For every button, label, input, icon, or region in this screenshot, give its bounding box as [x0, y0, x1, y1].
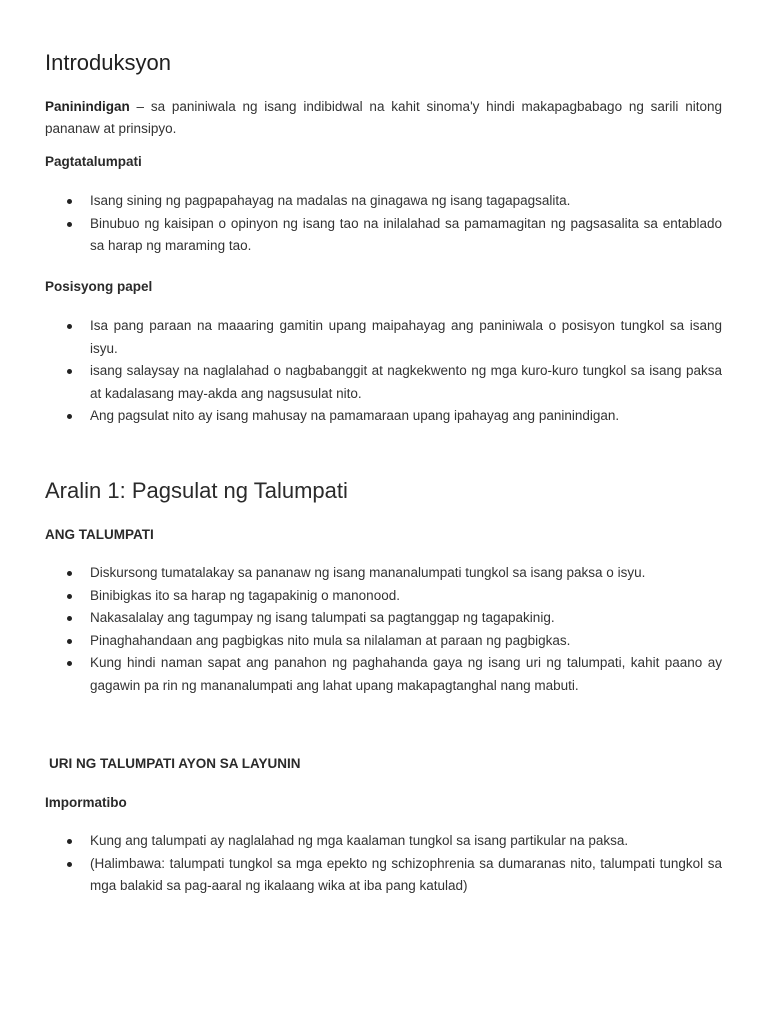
list-item: Isang sining ng pagpapahayag na madalas na ginagawa ng isang tagapagsalita.: [45, 190, 722, 213]
aralin-heading: Aralin 1: Pagsulat ng Talumpati: [45, 478, 348, 503]
pagtatalumpati-list: [45, 190, 722, 258]
list-item: Kung ang talumpati ay naglalahad ng mga kaalaman tungkol sa isang partikular na paksa.: [45, 830, 722, 853]
impormatibo-list: [45, 830, 722, 898]
bullet-icon: [67, 369, 72, 374]
paninindigan-text: – sa paniniwala ng isang indibidwal na kahit sinoma'y hindi makapagbabago ng sarili nitong pananaw at prinsipyo.: [45, 99, 722, 136]
bullet-icon: [67, 661, 72, 666]
list-item: Nakasalalay ang tagumpay ng isang talumpati sa pagtanggap ng tagapakinig.: [45, 607, 722, 630]
posisyong-papel-list: [45, 315, 722, 428]
pagtatalumpati-heading: Pagtatalumpati: [45, 154, 142, 169]
list-item: Pinaghahandaan ang pagbigkas nito mula sa nilalaman at paraan ng pagbigkas.: [45, 630, 722, 653]
list-item: Isa pang paraan na maaaring gamitin upang maipahayag ang paniniwala o posisyon tungkol sa isang isyu.: [45, 315, 722, 360]
list-item: Diskursong tumatalakay sa pananaw ng isang mananalumpati tungkol sa isang paksa o isyu.: [45, 562, 722, 585]
ang-talumpati-heading: ANG TALUMPATI: [45, 527, 154, 542]
impormatibo-heading: Impormatibo: [45, 795, 127, 810]
list-item: Kung hindi naman sapat ang panahon ng paghahanda gaya ng isang uri ng talumpati, kahit paano ay gagawin pa rin ng mananalumpati ang lahat upang makapagtanghal nang mabuti.: [45, 652, 722, 697]
ang-talumpati-list: [45, 562, 722, 697]
list-item: Binibigkas ito sa harap ng tagapakinig o manonood.: [45, 585, 722, 608]
uri-heading: URI NG TALUMPATI AYON SA LAYUNIN: [49, 756, 301, 771]
bullet-icon: [67, 199, 72, 204]
bullet-icon: [67, 222, 72, 227]
bullet-icon: [67, 839, 72, 844]
bullet-icon: [67, 324, 72, 329]
posisyong-papel-heading: Posisyong papel: [45, 279, 153, 294]
bullet-icon: [67, 862, 72, 867]
list-item: Binubuo ng kaisipan o opinyon ng isang tao na inilalahad sa pamamagitan ng pagsasalita sa entablado sa harap ng maraming tao.: [45, 213, 722, 258]
list-item: (Halimbawa: talumpati tungkol sa mga epekto ng schizophrenia sa dumaranas nito, talumpati tungkol sa mga balakid sa pag-aaral ng ikalaang wika at iba pang katulad): [45, 853, 722, 898]
bullet-icon: [67, 616, 72, 621]
list-item: Ang pagsulat nito ay isang mahusay na pamamaraan upang ipahayag ang paninindigan.: [45, 405, 722, 428]
bullet-icon: [67, 571, 72, 576]
paninindigan-definition: [45, 96, 722, 140]
introduksyon-heading: Introduksyon: [45, 50, 171, 75]
list-item: isang salaysay na naglalahad o nagbabanggit at nagkekwento ng mga kuro-kuro tungkol sa isang paksa at kadalasang may-akda ang nagsusulat nito.: [45, 360, 722, 405]
bullet-icon: [67, 594, 72, 599]
bullet-icon: [67, 414, 72, 419]
paninindigan-term: Paninindigan: [45, 99, 130, 114]
bullet-icon: [67, 639, 72, 644]
